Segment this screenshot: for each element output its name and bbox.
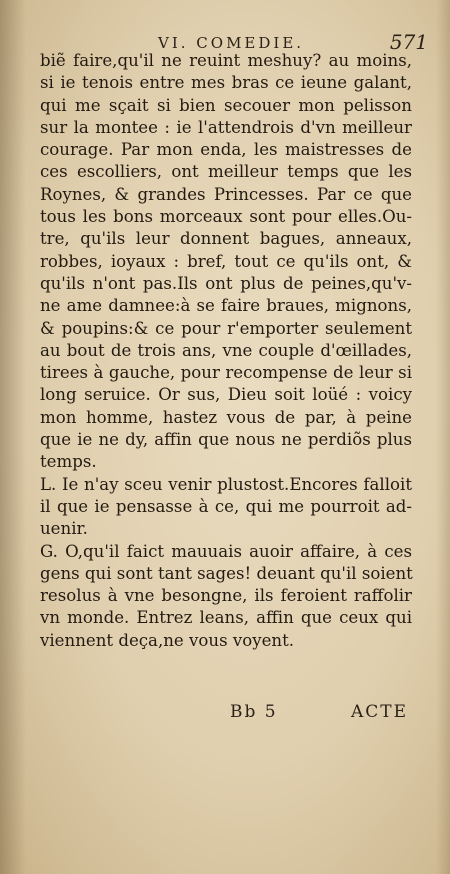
text-line: uenir. xyxy=(40,519,88,539)
page-footer xyxy=(40,702,412,728)
text-line: tirees à gauche, pour recompense de leur si xyxy=(40,363,412,383)
text-line: ne ame damnee:à se faire braues, mignons, xyxy=(40,296,412,316)
text-line: il que ie pensasse à ce, qui me pourroit ad- xyxy=(40,496,412,516)
text-line: long seruice. Or sus, Dieu soit loüé : voicy xyxy=(40,385,412,405)
text-line: gens qui sont tant sages! deuant qu'il soient xyxy=(40,563,413,583)
text-line: au bout de trois ans, vne couple d'œillades, xyxy=(40,340,412,360)
text-line: mon homme, hastez vous de par, à peine xyxy=(40,407,412,427)
text-line: Roynes, & grandes Princesses. Par ce que xyxy=(40,184,412,204)
text-line: courage. Par mon enda, les maistresses de xyxy=(40,140,412,160)
text-line: ces escolliers, ont meilleur temps que les xyxy=(40,162,412,182)
text-line: tre, qu'ils leur donnent bagues, anneaux, xyxy=(40,229,412,249)
text-line: qu'ils n'ont pas.Ils ont plus de peines,qu'v- xyxy=(40,273,412,293)
text-line: si ie tenois entre mes bras ce ieune galant, xyxy=(40,73,412,93)
text-line: temps. xyxy=(40,452,97,472)
text-line: biẽ faire,qu'il ne reuint meshuy? au moins, xyxy=(40,51,412,70)
text-line: sur la montee : ie l'attendrois d'vn meilleur xyxy=(40,117,412,137)
text-line: viennent deça,ne vous voyent. xyxy=(40,630,295,650)
text-line: & poupins:& ce pour r'emporter seulement xyxy=(40,318,412,338)
text-line: resolus à vne besongne, ils feroient raffolir xyxy=(40,586,412,606)
text-line: G. O,qu'il faict mauuais auoir affaire, à ces xyxy=(40,541,412,561)
page-number: 571 xyxy=(389,30,428,54)
signature-mark: Bb 5 xyxy=(230,702,278,722)
text-line: qui me sçait si bien secouer mon pelisson xyxy=(40,95,412,115)
text-line: L. Ie n'ay sceu venir plustost.Encores falloit xyxy=(40,474,412,494)
running-head: VI. COMEDIE. xyxy=(158,34,305,52)
catchword: ACTE xyxy=(350,702,408,722)
text-line: vn monde. Entrez leans, affin que ceux qui xyxy=(40,608,412,628)
text-line: robbes, ioyaux : bref, tout ce qu'ils ont, & xyxy=(40,251,412,271)
text-line: que ie ne dy, affin que nous ne perdiõs plus xyxy=(40,430,412,450)
text-line: tous les bons morceaux sont pour elles.Ou- xyxy=(40,207,412,227)
body-text xyxy=(40,50,412,652)
